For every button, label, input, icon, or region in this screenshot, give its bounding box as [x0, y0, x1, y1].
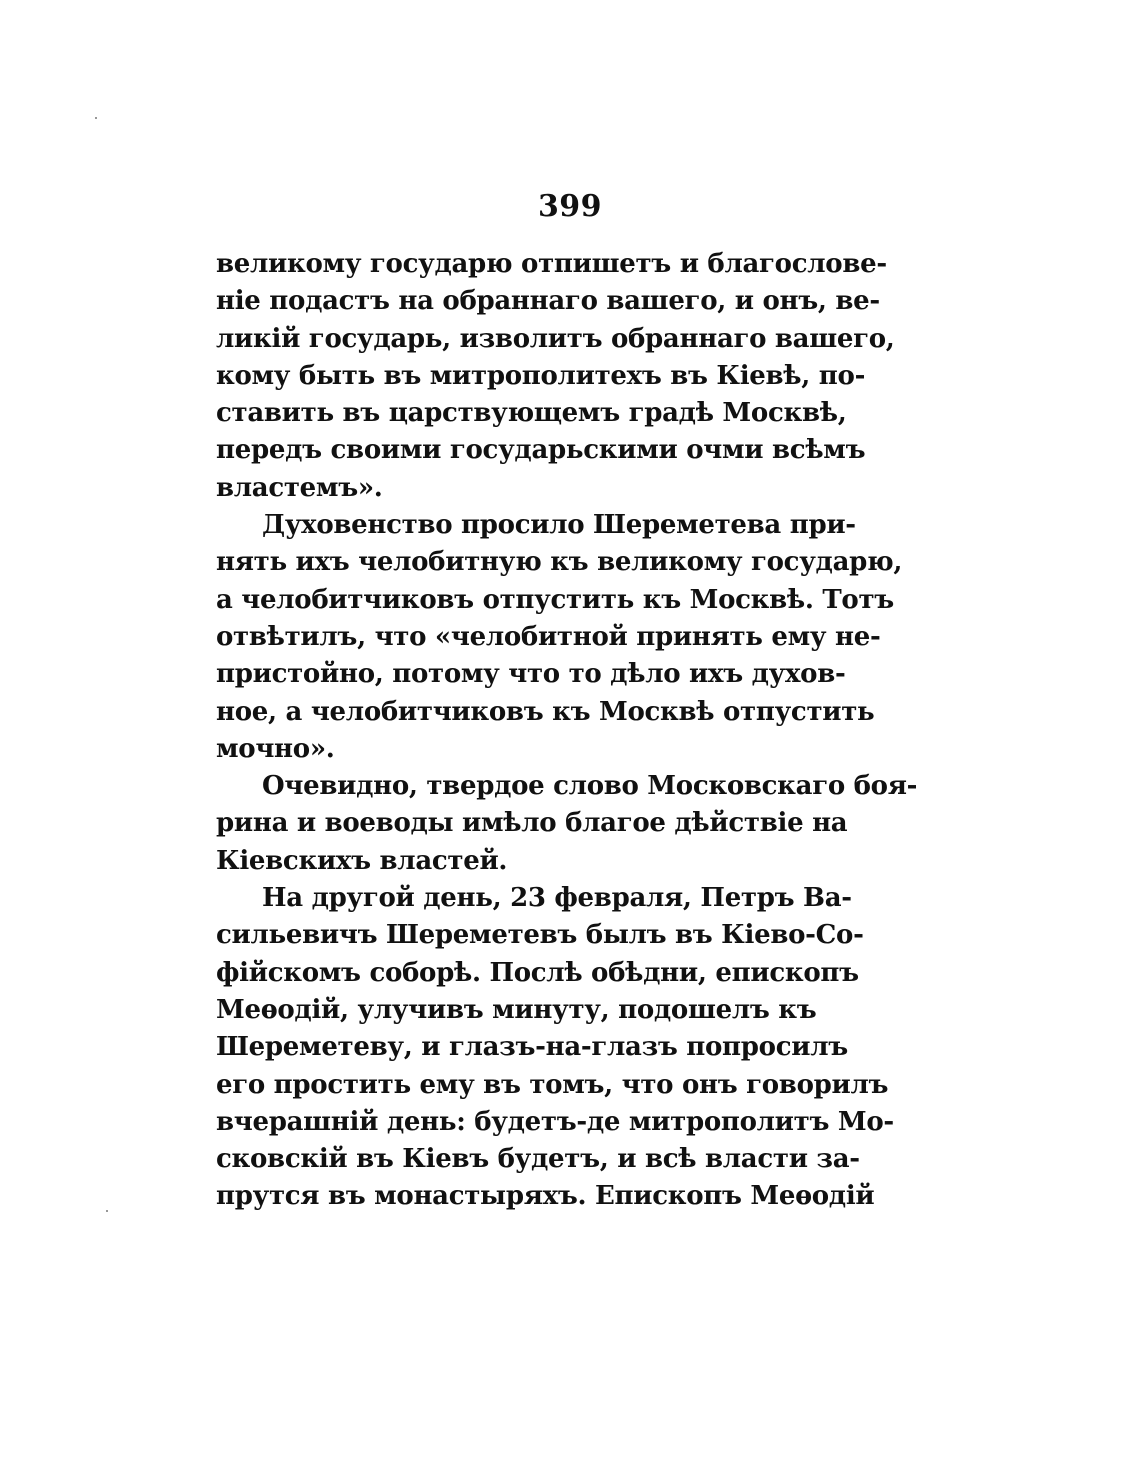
- text-line: ставить въ царствующемъ градѣ Москвѣ,: [216, 398, 847, 429]
- text-line: фійскомъ соборѣ. Послѣ обѣдни, епископъ: [216, 957, 859, 988]
- text-line: Меѳодій, улучивъ минуту, подошелъ къ: [216, 994, 817, 1025]
- text-line: кому быть въ митрополитехъ въ Кіевѣ, по-: [216, 360, 866, 391]
- paper-speck: [95, 117, 97, 119]
- text-line: властемъ».: [216, 472, 383, 503]
- text-line: Шереметеву, и глазъ-на-глазъ попросилъ: [216, 1032, 848, 1063]
- paragraph-first-line: Очевидно, твердое слово Московскаго боя-: [262, 771, 918, 802]
- text-line: его простить ему въ томъ, что онъ говорилъ: [216, 1069, 889, 1100]
- body-text: [216, 246, 918, 1216]
- text-line: вчерашній день: будетъ-де митрополитъ Мо-: [216, 1106, 894, 1137]
- text-line: сковскій въ Кіевъ будетъ, и всѣ власти за-: [216, 1144, 860, 1175]
- paragraph-first-line: На другой день, 23 февраля, Петръ Ва-: [262, 883, 852, 914]
- text-line: ніе подастъ на обраннаго вашего, и онъ, ве-: [216, 286, 880, 317]
- text-line: нять ихъ челобитную къ великому государю,: [216, 547, 903, 578]
- text-line: Кіевскихъ властей.: [216, 845, 508, 876]
- text-line: отвѣтилъ, что «челобитной принять ему не-: [216, 621, 881, 652]
- text-line: прутся въ монастыряхъ. Епископъ Меѳодій: [216, 1181, 875, 1212]
- text-line: ное, а челобитчиковъ къ Москвѣ отпустить: [216, 696, 875, 727]
- text-line: мочно».: [216, 733, 335, 764]
- paragraph-first-line: Духовенство просило Шереметева при-: [262, 510, 856, 541]
- paper-speck: [106, 1210, 108, 1212]
- text-line: рина и воеводы имѣло благое дѣйствіе на: [216, 808, 848, 839]
- text-line: а челобитчиковъ отпустить къ Москвѣ. Тотъ: [216, 584, 894, 615]
- text-line: великому государю отпишетъ и благослове-: [216, 249, 887, 279]
- text-line: передъ своими государьскими очми всѣмъ: [216, 435, 866, 466]
- page-number: 399: [537, 189, 603, 224]
- text-line: ликій государь, изволитъ обраннаго вашего,: [216, 323, 895, 354]
- text-line: пристойно, потому что то дѣло ихъ духов-: [216, 659, 846, 690]
- text-line: сильевичъ Шереметевъ былъ въ Кіево-Со-: [216, 920, 864, 951]
